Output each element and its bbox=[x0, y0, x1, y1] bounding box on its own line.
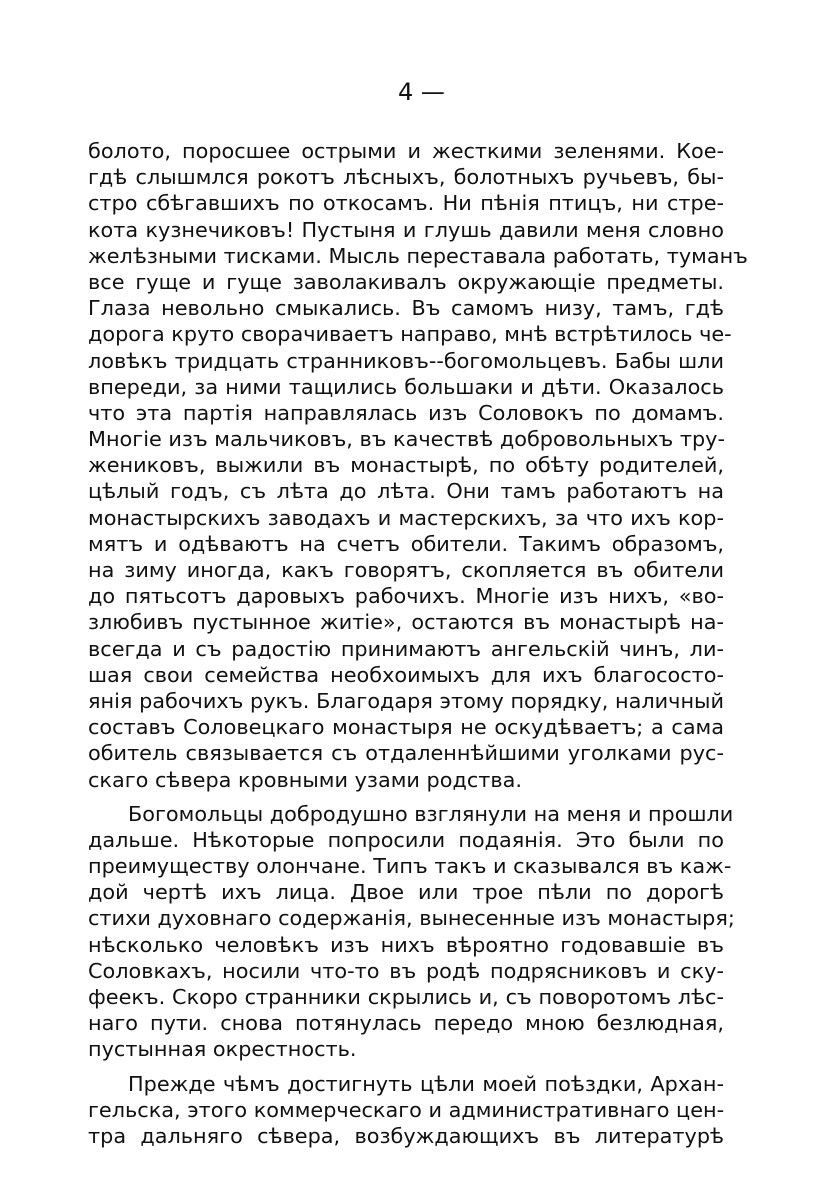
text-line: кота кузнечиковъ! Пустыня и глушь давили меня словно bbox=[88, 217, 724, 242]
text-line: до пятьсотъ даровыхъ рабочихъ. Многіе изъ нихъ, «во- bbox=[88, 584, 724, 609]
text-line: скаго сѣвера кровными узами родства. bbox=[88, 767, 522, 792]
text-line: жениковъ, выжили въ монастырѣ, по обѣту родителей, bbox=[88, 453, 724, 478]
text-line: дальше. Нѣкоторые попросили подаянія. Это были по bbox=[88, 827, 724, 852]
text-line: шая свои семейства необхоимыхъ для ихъ благососто- bbox=[88, 662, 724, 687]
text-line: Глаза невольно смыкались. Въ самомъ низу, тамъ, гдѣ bbox=[88, 296, 724, 321]
text-line: Прежде чѣмъ достигнуть цѣли моей поѣздки, Архан- bbox=[128, 1071, 724, 1096]
text-line: наго пути. снова потянулась передо мною безлюдная, bbox=[88, 1011, 724, 1036]
text-line: что эта партія направлялась изъ Соловокъ по домамъ. bbox=[88, 400, 724, 425]
text-line: болото, поросшее острыми и жесткими зеленями. Кое- bbox=[88, 139, 724, 163]
text-line: преимуществу олончане. Типъ такъ и сказывался въ каж- bbox=[88, 854, 732, 879]
text-line: цѣлый годъ, съ лѣта до лѣта. Они тамъ работаютъ на bbox=[88, 479, 724, 504]
text-line: Соловкахъ, носили что-то въ родѣ подрясниковъ и ску- bbox=[88, 958, 724, 983]
text-line: стро сбѣгавшихъ по откосамъ. Ни пѣнія птицъ, ни стре- bbox=[88, 191, 724, 216]
main-text-block bbox=[88, 138, 748, 1149]
text-line: нѣсколько человѣкъ изъ нихъ вѣроятно годовавшіе въ bbox=[88, 932, 724, 957]
text-line: всегда и съ радостію принимаютъ ангельскій чинъ, ли- bbox=[88, 636, 724, 661]
text-line: гдѣ слышмлся рокотъ лѣсныхъ, болотныхъ ручьевъ, бы- bbox=[88, 165, 724, 190]
text-line: пустынная окрестность. bbox=[88, 1037, 357, 1062]
page-number: 4 — bbox=[398, 78, 445, 106]
text-line: гельска, этого коммерческаго и административнаго цен- bbox=[88, 1097, 725, 1122]
text-line: монастырскихъ заводахъ и мастерскихъ, за что ихъ кор- bbox=[88, 505, 724, 530]
paragraph-2 bbox=[88, 801, 735, 1063]
text-line: стихи духовнаго содержанія, вынесенные изъ монастыря; bbox=[88, 906, 735, 931]
paragraph-3 bbox=[88, 1071, 724, 1150]
text-line: феекъ. Скоро странники скрылись и, съ поворотомъ лѣс- bbox=[88, 985, 724, 1009]
text-line: ловѣкъ тридцать странниковъ--богомольцевъ. Бабы шли bbox=[88, 348, 724, 373]
text-line: мятъ и одѣваютъ на счетъ обители. Такимъ образомъ, bbox=[88, 531, 724, 556]
text-line: желѣзными тисками. Мысль переставала работать, туманъ bbox=[88, 243, 748, 268]
text-line: дой чертѣ ихъ лица. Двое или трое пѣли по дорогѣ bbox=[88, 880, 724, 905]
text-line: обитель связывается съ отдаленнѣйшими уголками рус- bbox=[88, 741, 724, 766]
text-line: на зиму иногда, какъ говорятъ, скопляется въ обители bbox=[88, 558, 724, 582]
text-line: тра дальняго сѣвера, возбуждающихъ въ литературѣ bbox=[88, 1123, 724, 1148]
paragraph-1 bbox=[88, 138, 748, 793]
text-line: впереди, за ними тащились большаки и дѣти. Оказалось bbox=[88, 374, 724, 399]
text-line: Богомольцы добродушно взглянули на меня и прошли bbox=[128, 801, 734, 826]
text-line: дорога круто сворачиваетъ направо, мнѣ встрѣтилось че- bbox=[88, 322, 732, 347]
text-line: составъ Соловецкаго монастыря не оскудѣваетъ; а сама bbox=[88, 715, 724, 740]
text-line: Многіе изъ мальчиковъ, въ качествѣ добровольныхъ тру- bbox=[88, 427, 725, 452]
text-line: янія рабочихъ рукъ. Благодаря этому порядку, наличный bbox=[88, 688, 724, 713]
text-line: злюбивъ пустынное житіе», остаются въ монастырѣ на- bbox=[88, 610, 724, 635]
text-line: все гуще и гуще заволакивалъ окружающіе предметы. bbox=[88, 269, 724, 294]
